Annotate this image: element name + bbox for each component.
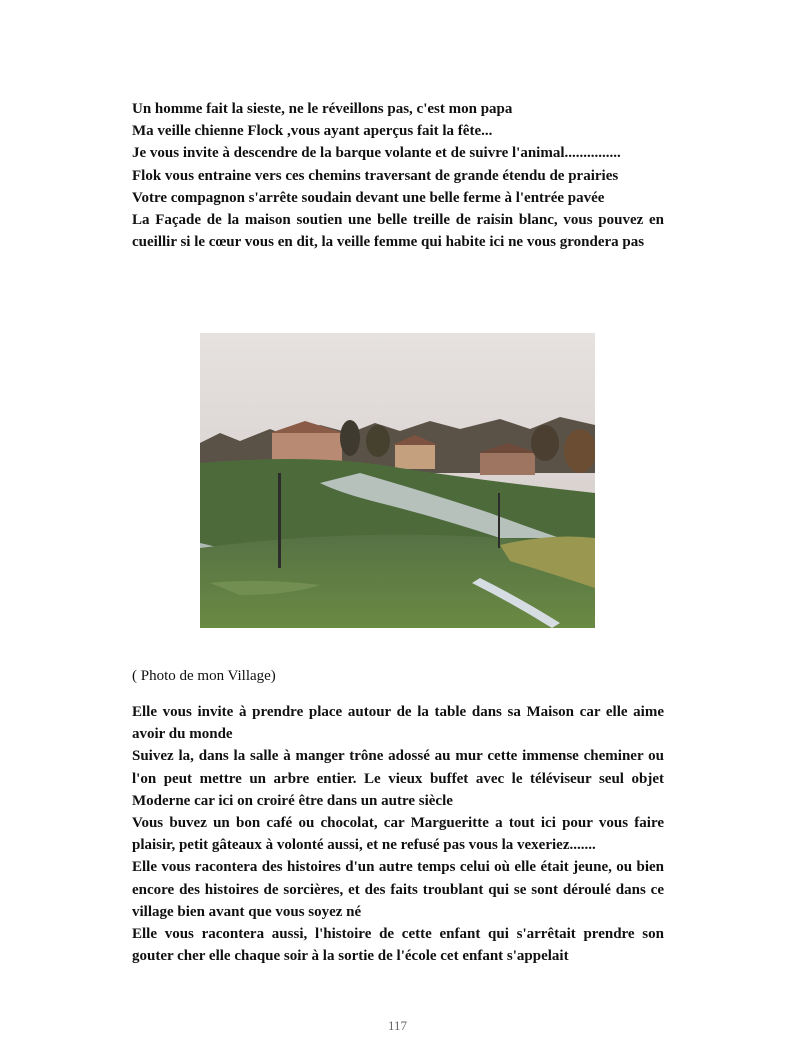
photo-caption: ( Photo de mon Village) [132,668,276,684]
paragraph: Votre compagnon s'arrête soudain devant une belle ferme à l'entrée pavée [132,189,605,206]
village-photo [200,333,595,628]
text-block-top [132,98,664,253]
paragraph: Flok vous entraine vers ces chemins traversant de grande étendu de prairies [132,167,619,184]
paragraph: La Façade de la maison soutien une belle treille de raisin blanc, vous pouvez en cueillir si le cœur vous en dit, la veille femme qui habite ici ne vous grondera pas [132,212,664,251]
paragraph: Elle vous invite à prendre place autour de la table dans sa Maison car elle aime avoir du monde [132,704,664,743]
paragraph: Ma veille chienne Flock ,vous ayant aperçus fait la fête... [132,123,493,140]
paragraph: Vous buvez un bon café ou chocolat, car Margueritte a tout ici pour vous faire plaisir, petit gâteaux à volonté aussi, et ne refusé pas vous la vexeriez....... [132,815,664,854]
page-number: 117 [387,1018,408,1033]
paragraph: Elle vous racontera des histoires d'un autre temps celui où elle était jeune, ou bien encore des histoires de sorcières, et des faits troublant qui se sont déroulé dans ce village bien avant que vous soyez né [132,859,664,920]
text-block-bottom [132,701,664,967]
paragraph: Elle vous racontera aussi, l'histoire de cette enfant qui s'arrêtait prendre son gouter cher elle chaque soir à la sortie de l'école cet enfant s'appelait [132,926,664,965]
paragraph: Suivez la, dans la salle à manger trône adossé au mur cette immense cheminer ou l'on peut mettre un arbre entier. Le vieux buffet avec le téléviseur seul objet Moderne car ici on croiré être dans un autre siècle [132,748,664,809]
paragraph: Un homme fait la sieste, ne le réveillons pas, c'est mon papa [132,101,513,117]
paragraph: Je vous invite à descendre de la barque volante et de suivre l'animal............... [132,145,621,162]
